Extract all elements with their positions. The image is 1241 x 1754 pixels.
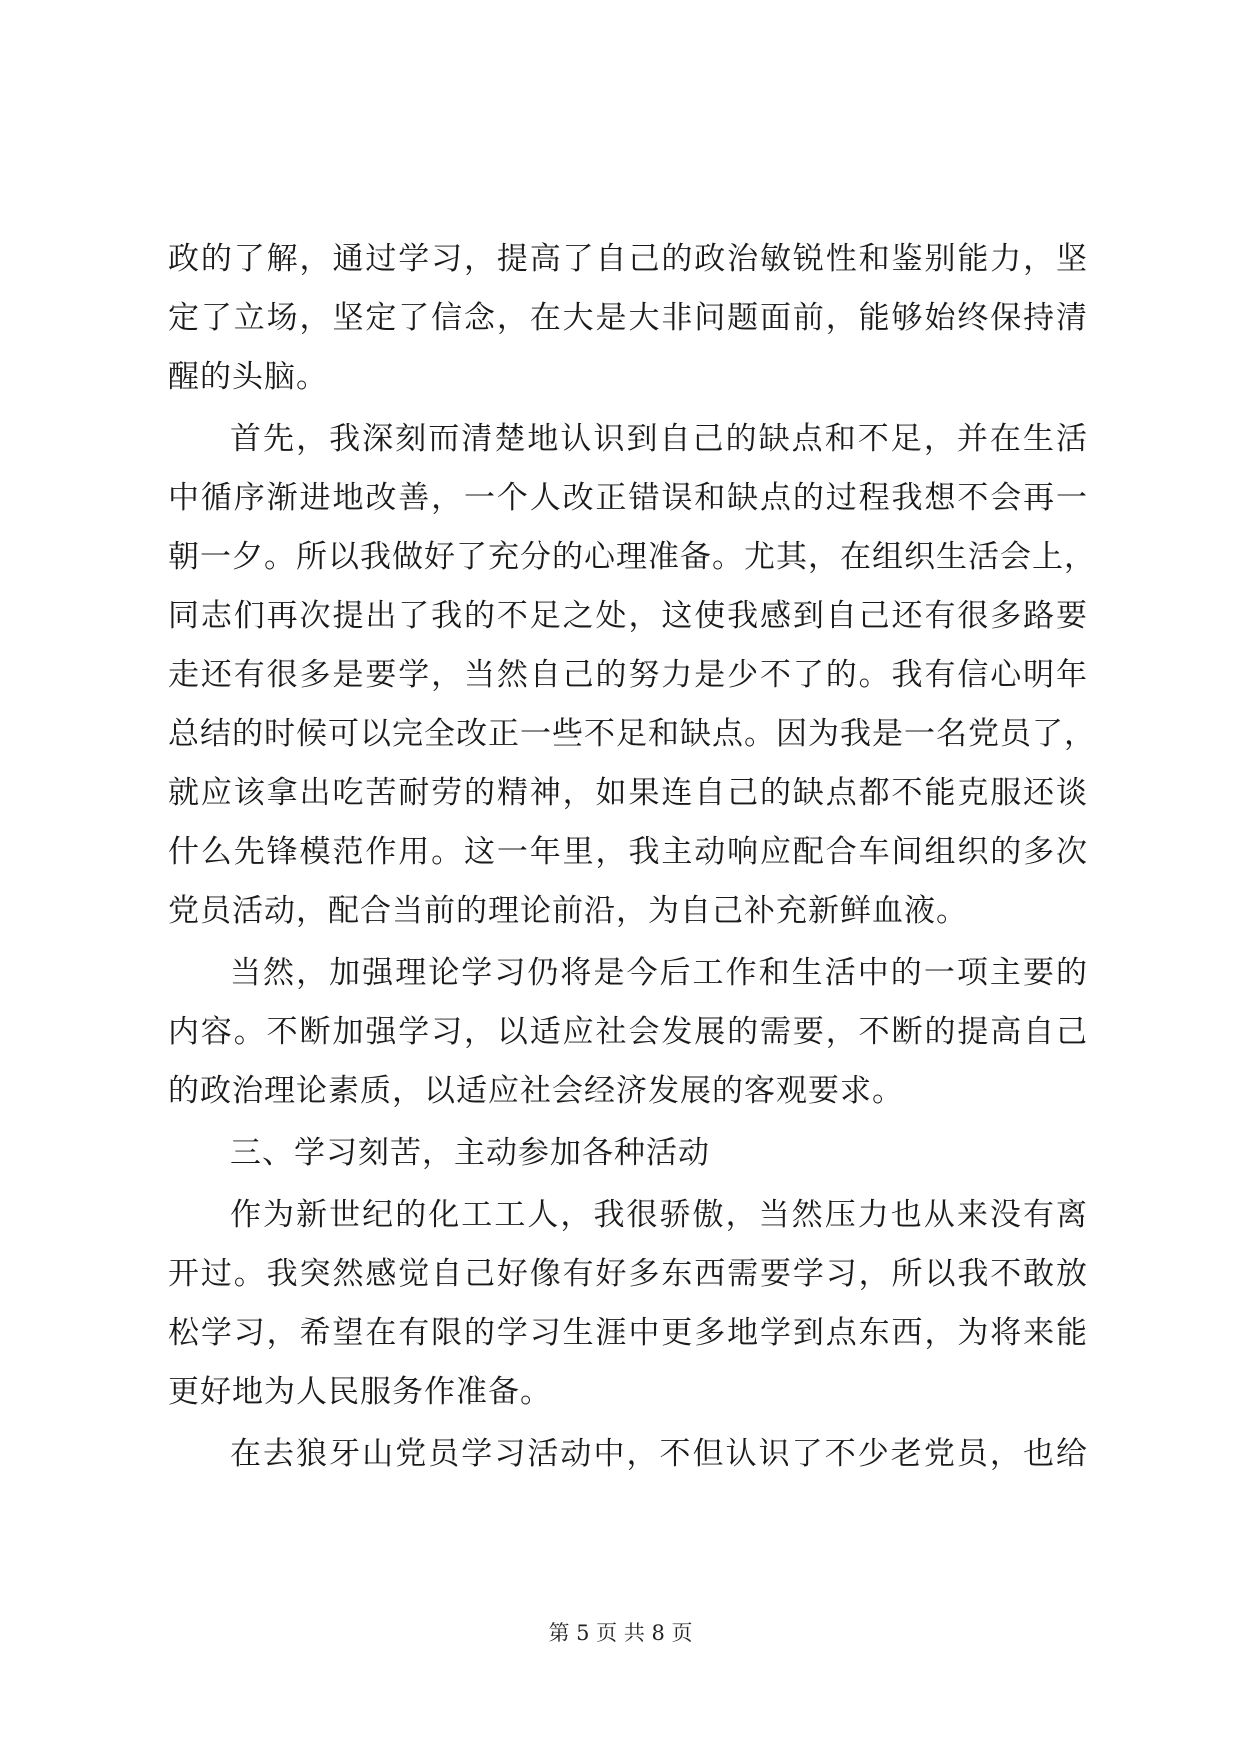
text-line: 政的了解，通过学习，提高了自己的政治敏锐性和鉴别能力，坚 <box>168 241 1088 277</box>
text-line: 内容。不断加强学习，以适应社会发展的需要，不断的提高自己 <box>168 1014 1088 1050</box>
body-text <box>168 230 1096 1484</box>
text-line: 党员活动，配合当前的理论前沿，为自己补充新鲜血液。 <box>168 893 968 929</box>
text-line: 走还有很多是要学，当然自己的努力是少不了的。我有信心明年 <box>168 657 1088 693</box>
text-line: 定了立场，坚定了信念，在大是大非问题面前，能够始终保持清 <box>168 300 1088 336</box>
section-heading: 三、学习刻苦，主动参加各种活动 <box>230 1135 710 1171</box>
text-line: 朝一夕。所以我做好了充分的心理准备。尤其，在组织生活会上， <box>168 539 1096 575</box>
paragraph-first-line: 作为新世纪的化工工人，我很骄傲，当然压力也从来没有离 <box>230 1197 1088 1233</box>
text-line: 中循序渐进地改善，一个人改正错误和缺点的过程我想不会再一 <box>168 480 1088 516</box>
text-line: 的政治理论素质，以适应社会经济发展的客观要求。 <box>168 1073 904 1109</box>
text-line: 松学习，希望在有限的学习生涯中更多地学到点东西，为将来能 <box>168 1315 1088 1351</box>
text-line: 更好地为人民服务作准备。 <box>168 1374 552 1410</box>
paragraph-first-line: 在去狼牙山党员学习活动中，不但认识了不少老党员，也给 <box>230 1436 1088 1472</box>
text-line: 醒的头脑。 <box>168 359 328 395</box>
text-line: 同志们再次提出了我的不足之处，这使我感到自己还有很多路要 <box>168 598 1088 634</box>
paragraph-first-line: 当然，加强理论学习仍将是今后工作和生活中的一项主要的 <box>230 955 1088 991</box>
text-line: 就应该拿出吃苦耐劳的精神，如果连自己的缺点都不能克服还谈 <box>168 775 1088 811</box>
page-footer: 第 5 页 共 8 页 <box>548 1621 693 1645</box>
paragraph-first-line: 首先，我深刻而清楚地认识到自己的缺点和不足，并在生活 <box>230 421 1088 457</box>
text-line: 总结的时候可以完全改正一些不足和缺点。因为我是一名党员了， <box>168 716 1096 752</box>
text-line: 开过。我突然感觉自己好像有好多东西需要学习，所以我不敢放 <box>168 1256 1088 1292</box>
text-line: 什么先锋模范作用。这一年里，我主动响应配合车间组织的多次 <box>168 834 1088 870</box>
